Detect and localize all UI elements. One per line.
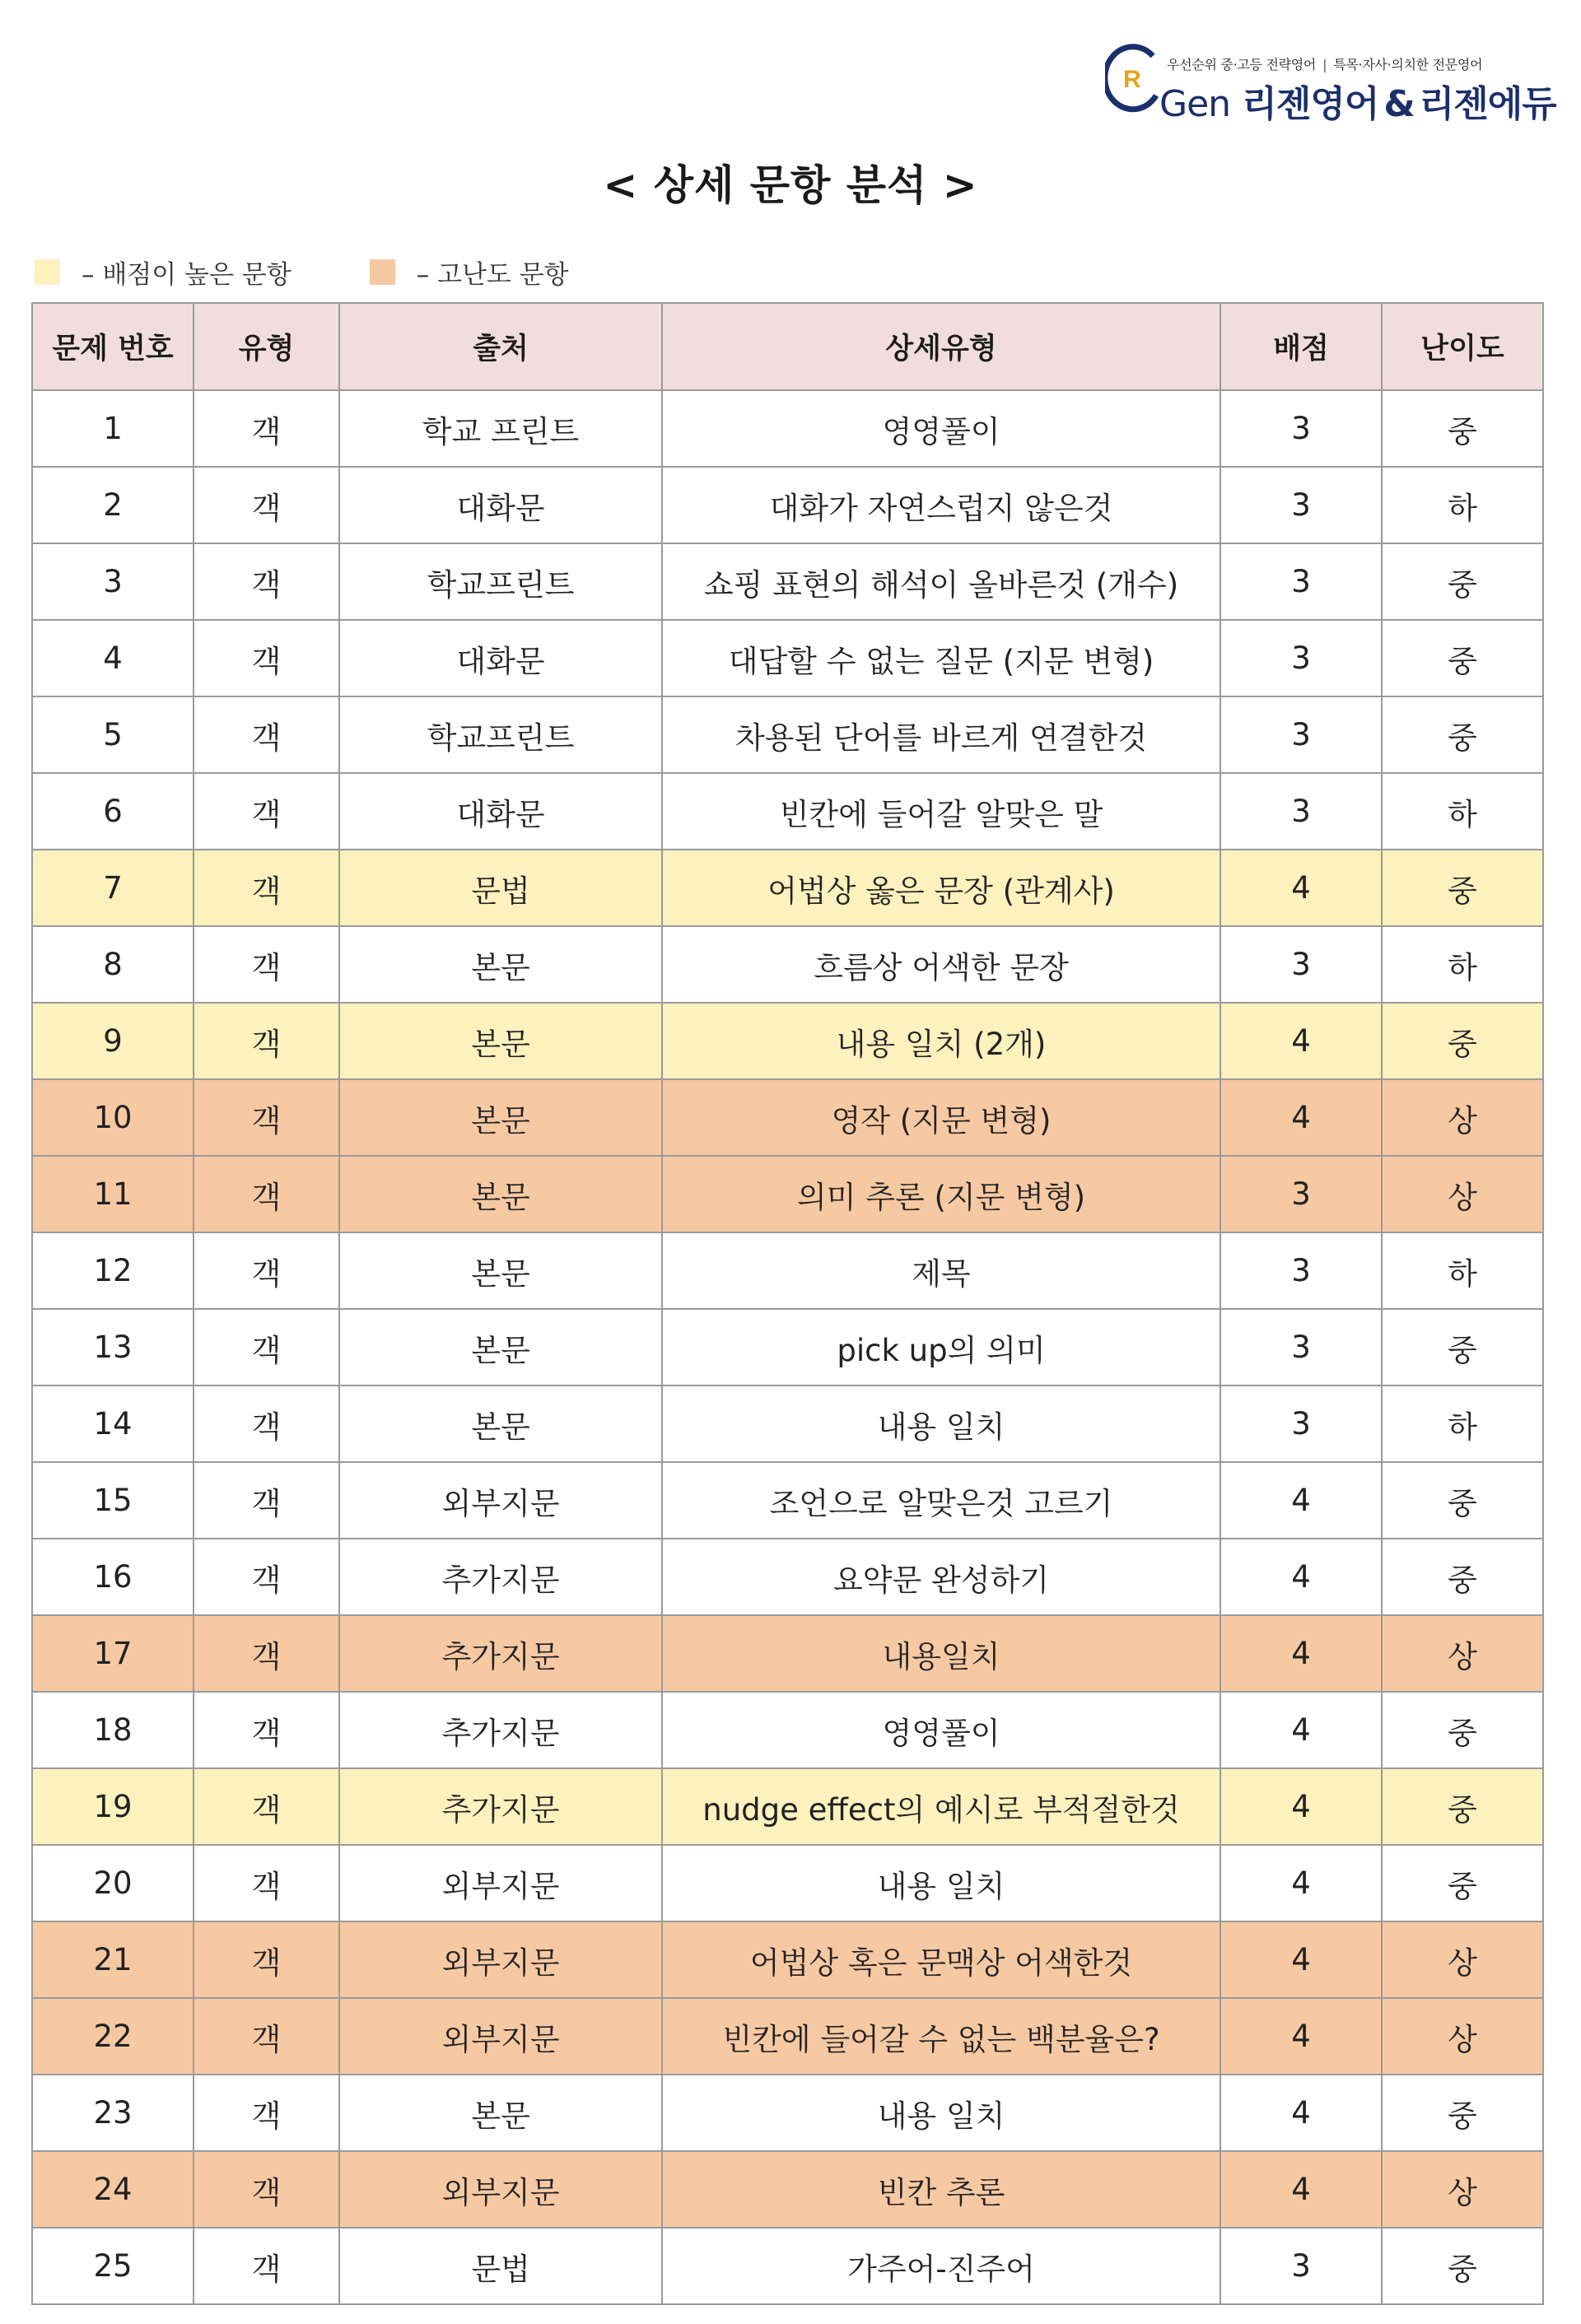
cell-detail-type: 내용 일치 <box>662 1386 1220 1462</box>
cell-question-number: 11 <box>32 1156 194 1232</box>
cell-source: 본문 <box>339 1079 662 1156</box>
table-row <box>32 696 1543 773</box>
regen-g-logo-icon <box>1105 40 1163 114</box>
cell-question-number: 3 <box>32 543 194 620</box>
cell-question-number: 1 <box>32 390 194 467</box>
cell-question-number: 22 <box>32 1998 194 2075</box>
cell-type: 객 <box>194 467 339 543</box>
header-detail-type: 상세유형 <box>662 303 1220 390</box>
cell-detail-type: 흐름상 어색한 문장 <box>662 926 1220 1003</box>
cell-score: 3 <box>1220 2228 1382 2304</box>
cell-detail-type: 어법상 혹은 문맥상 어색한것 <box>662 1921 1220 1998</box>
table-row <box>32 390 1543 467</box>
logo-wordmark <box>1159 74 1556 127</box>
cell-detail-type: 의미 추론 (지문 변형) <box>662 1156 1220 1232</box>
table-row <box>32 926 1543 1003</box>
logo-tagline-left: 우선순위 중·고등 전략영어 <box>1167 57 1317 72</box>
cell-type: 객 <box>194 2151 339 2228</box>
cell-source: 본문 <box>339 2075 662 2151</box>
cell-type: 객 <box>194 1079 339 1156</box>
table-row <box>32 543 1543 620</box>
cell-difficulty: 중 <box>1382 1845 1543 1921</box>
cell-difficulty: 하 <box>1382 773 1543 850</box>
table-row <box>32 1998 1543 2075</box>
cell-type: 객 <box>194 1921 339 1998</box>
cell-question-number: 4 <box>32 620 194 696</box>
cell-question-number: 12 <box>32 1232 194 1309</box>
cell-difficulty: 하 <box>1382 1232 1543 1309</box>
cell-question-number: 24 <box>32 2151 194 2228</box>
table-row <box>32 1692 1543 1768</box>
logo-tagline-separator: | <box>1322 57 1327 72</box>
table-row <box>32 1079 1543 1156</box>
cell-score: 3 <box>1220 620 1382 696</box>
cell-question-number: 20 <box>32 1845 194 1921</box>
cell-question-number: 8 <box>32 926 194 1003</box>
cell-type: 객 <box>194 1003 339 1079</box>
table-row <box>32 2151 1543 2228</box>
cell-source: 외부지문 <box>339 1462 662 1539</box>
cell-detail-type: 빈칸에 들어갈 수 없는 백분율은? <box>662 1998 1220 2075</box>
table-row <box>32 1615 1543 1692</box>
cell-question-number: 13 <box>32 1309 194 1386</box>
cell-detail-type: 어법상 옳은 문장 (관계사) <box>662 850 1220 926</box>
cell-difficulty: 중 <box>1382 850 1543 926</box>
cell-score: 3 <box>1220 926 1382 1003</box>
cell-question-number: 23 <box>32 2075 194 2151</box>
cell-difficulty: 중 <box>1382 2228 1543 2304</box>
cell-difficulty: 중 <box>1382 1003 1543 1079</box>
cell-score: 4 <box>1220 1003 1382 1079</box>
cell-difficulty: 중 <box>1382 1462 1543 1539</box>
cell-source: 문법 <box>339 850 662 926</box>
cell-difficulty: 중 <box>1382 696 1543 773</box>
cell-detail-type: 내용 일치 <box>662 2075 1220 2151</box>
legend <box>35 255 647 288</box>
table-header-row <box>32 303 1543 390</box>
cell-score: 4 <box>1220 1692 1382 1768</box>
cell-difficulty: 상 <box>1382 1156 1543 1232</box>
table-row <box>32 773 1543 850</box>
cell-source: 본문 <box>339 1232 662 1309</box>
page-title: < 상세 문항 분석 > <box>603 161 978 209</box>
logo-gen: Gen <box>1159 83 1231 125</box>
cell-difficulty: 상 <box>1382 1921 1543 1998</box>
cell-score: 4 <box>1220 2075 1382 2151</box>
cell-type: 객 <box>194 850 339 926</box>
table-row <box>32 620 1543 696</box>
logo-brand-left: 리젠영어 <box>1242 83 1379 125</box>
cell-difficulty: 중 <box>1382 390 1543 467</box>
cell-source: 본문 <box>339 1156 662 1232</box>
cell-detail-type: 가주어-진주어 <box>662 2228 1220 2304</box>
cell-difficulty: 하 <box>1382 1386 1543 1462</box>
cell-type: 객 <box>194 696 339 773</box>
header-source: 출처 <box>339 303 662 390</box>
table-row <box>32 1003 1543 1079</box>
cell-question-number: 14 <box>32 1386 194 1462</box>
cell-difficulty: 중 <box>1382 620 1543 696</box>
table-body <box>32 390 1543 2304</box>
header-difficulty: 난이도 <box>1382 303 1543 390</box>
cell-score: 4 <box>1220 1998 1382 2075</box>
cell-score: 3 <box>1220 1156 1382 1232</box>
cell-score: 3 <box>1220 1232 1382 1309</box>
cell-detail-type: pick up의 의미 <box>662 1309 1220 1386</box>
cell-detail-type: 대답할 수 없는 질문 (지문 변형) <box>662 620 1220 696</box>
cell-question-number: 7 <box>32 850 194 926</box>
table-row <box>32 1845 1543 1921</box>
cell-detail-type: 제목 <box>662 1232 1220 1309</box>
logo-tagline-right: 특목·자사·의치한 전문영어 <box>1333 57 1483 72</box>
cell-difficulty: 상 <box>1382 1079 1543 1156</box>
cell-detail-type: 영영풀이 <box>662 390 1220 467</box>
cell-score: 4 <box>1220 1079 1382 1156</box>
cell-question-number: 9 <box>32 1003 194 1079</box>
cell-question-number: 19 <box>32 1768 194 1845</box>
cell-difficulty: 하 <box>1382 467 1543 543</box>
cell-question-number: 17 <box>32 1615 194 1692</box>
cell-source: 본문 <box>339 1003 662 1079</box>
cell-source: 외부지문 <box>339 1921 662 1998</box>
cell-type: 객 <box>194 543 339 620</box>
cell-type: 객 <box>194 1309 339 1386</box>
table-row <box>32 1539 1543 1615</box>
cell-type: 객 <box>194 1539 339 1615</box>
table-row <box>32 2075 1543 2151</box>
cell-type: 객 <box>194 1998 339 2075</box>
cell-score: 4 <box>1220 1845 1382 1921</box>
table-row <box>32 1768 1543 1845</box>
cell-source: 추가지문 <box>339 1539 662 1615</box>
cell-question-number: 18 <box>32 1692 194 1768</box>
cell-question-number: 10 <box>32 1079 194 1156</box>
table-row <box>32 1309 1543 1386</box>
header-question-number: 문제 번호 <box>32 303 194 390</box>
legend-swatch-high-score <box>35 259 60 285</box>
cell-score: 4 <box>1220 1539 1382 1615</box>
cell-source: 본문 <box>339 1309 662 1386</box>
cell-source: 외부지문 <box>339 1998 662 2075</box>
cell-question-number: 5 <box>32 696 194 773</box>
table-row <box>32 1156 1543 1232</box>
cell-score: 3 <box>1220 696 1382 773</box>
cell-score: 3 <box>1220 390 1382 467</box>
cell-type: 객 <box>194 620 339 696</box>
cell-difficulty: 중 <box>1382 1539 1543 1615</box>
cell-question-number: 15 <box>32 1462 194 1539</box>
cell-source: 본문 <box>339 926 662 1003</box>
cell-detail-type: 빈칸 추론 <box>662 2151 1220 2228</box>
svg-text:R: R <box>1123 66 1141 93</box>
cell-score: 3 <box>1220 467 1382 543</box>
cell-difficulty: 상 <box>1382 2151 1543 2228</box>
cell-type: 객 <box>194 773 339 850</box>
cell-question-number: 2 <box>32 467 194 543</box>
header-score: 배점 <box>1220 303 1382 390</box>
cell-type: 객 <box>194 1768 339 1845</box>
cell-type: 객 <box>194 1232 339 1309</box>
table-row <box>32 467 1543 543</box>
cell-detail-type: 영작 (지문 변형) <box>662 1079 1220 1156</box>
table-row <box>32 1921 1543 1998</box>
cell-difficulty: 상 <box>1382 1615 1543 1692</box>
cell-detail-type: 빈칸에 들어갈 알맞은 말 <box>662 773 1220 850</box>
cell-score: 4 <box>1220 1768 1382 1845</box>
cell-score: 4 <box>1220 2151 1382 2228</box>
cell-score: 4 <box>1220 1615 1382 1692</box>
table-row <box>32 1232 1543 1309</box>
legend-item-high-score <box>35 254 291 291</box>
cell-question-number: 6 <box>32 773 194 850</box>
cell-type: 객 <box>194 390 339 467</box>
cell-detail-type: 차용된 단어를 바르게 연결한것 <box>662 696 1220 773</box>
cell-source: 학교프린트 <box>339 543 662 620</box>
logo-brand-right: 리젠에듀 <box>1419 83 1556 125</box>
logo-tagline <box>1167 54 1482 73</box>
cell-source: 추가지문 <box>339 1615 662 1692</box>
header-type: 유형 <box>194 303 339 390</box>
brand-logo <box>1105 38 1556 125</box>
cell-type: 객 <box>194 2075 339 2151</box>
cell-difficulty: 중 <box>1382 1768 1543 1845</box>
cell-score: 4 <box>1220 850 1382 926</box>
cell-type: 객 <box>194 1386 339 1462</box>
table-row <box>32 1386 1543 1462</box>
cell-difficulty: 중 <box>1382 543 1543 620</box>
cell-source: 외부지문 <box>339 2151 662 2228</box>
cell-type: 객 <box>194 2228 339 2304</box>
cell-question-number: 25 <box>32 2228 194 2304</box>
cell-source: 학교 프린트 <box>339 390 662 467</box>
cell-source: 외부지문 <box>339 1845 662 1921</box>
cell-detail-type: 내용일치 <box>662 1615 1220 1692</box>
cell-source: 본문 <box>339 1386 662 1462</box>
cell-detail-type: 대화가 자연스럽지 않은것 <box>662 467 1220 543</box>
cell-source: 학교프린트 <box>339 696 662 773</box>
cell-type: 객 <box>194 1615 339 1692</box>
cell-difficulty: 상 <box>1382 1998 1543 2075</box>
cell-difficulty: 중 <box>1382 1309 1543 1386</box>
cell-detail-type: 요약문 완성하기 <box>662 1539 1220 1615</box>
cell-detail-type: 내용 일치 (2개) <box>662 1003 1220 1079</box>
legend-item-hard <box>370 254 569 291</box>
cell-score: 4 <box>1220 1462 1382 1539</box>
cell-source: 대화문 <box>339 620 662 696</box>
cell-source: 추가지문 <box>339 1692 662 1768</box>
cell-detail-type: 조언으로 알맞은것 고르기 <box>662 1462 1220 1539</box>
cell-type: 객 <box>194 1462 339 1539</box>
table-row <box>32 1462 1543 1539</box>
cell-detail-type: nudge effect의 예시로 부적절한것 <box>662 1768 1220 1845</box>
cell-type: 객 <box>194 1845 339 1921</box>
legend-label-hard: – 고난도 문항 <box>416 259 569 290</box>
cell-source: 대화문 <box>339 773 662 850</box>
cell-difficulty: 하 <box>1382 926 1543 1003</box>
cell-detail-type: 내용 일치 <box>662 1845 1220 1921</box>
cell-source: 문법 <box>339 2228 662 2304</box>
cell-type: 객 <box>194 1692 339 1768</box>
cell-score: 4 <box>1220 1921 1382 1998</box>
cell-score: 3 <box>1220 543 1382 620</box>
cell-score: 3 <box>1220 1309 1382 1386</box>
cell-source: 추가지문 <box>339 1768 662 1845</box>
cell-source: 대화문 <box>339 467 662 543</box>
cell-score: 3 <box>1220 1386 1382 1462</box>
cell-detail-type: 영영풀이 <box>662 1692 1220 1768</box>
cell-type: 객 <box>194 1156 339 1232</box>
table-row <box>32 2228 1543 2304</box>
question-analysis-table <box>31 302 1544 2305</box>
cell-difficulty: 중 <box>1382 2075 1543 2151</box>
cell-detail-type: 쇼핑 표현의 해석이 올바른것 (개수) <box>662 543 1220 620</box>
cell-question-number: 16 <box>32 1539 194 1615</box>
cell-difficulty: 중 <box>1382 1692 1543 1768</box>
legend-label-high-score: – 배점이 높은 문항 <box>82 259 291 290</box>
logo-ampersand: & <box>1383 83 1415 125</box>
legend-swatch-hard <box>370 259 395 285</box>
cell-type: 객 <box>194 926 339 1003</box>
cell-score: 3 <box>1220 773 1382 850</box>
table-row <box>32 850 1543 926</box>
cell-question-number: 21 <box>32 1921 194 1998</box>
